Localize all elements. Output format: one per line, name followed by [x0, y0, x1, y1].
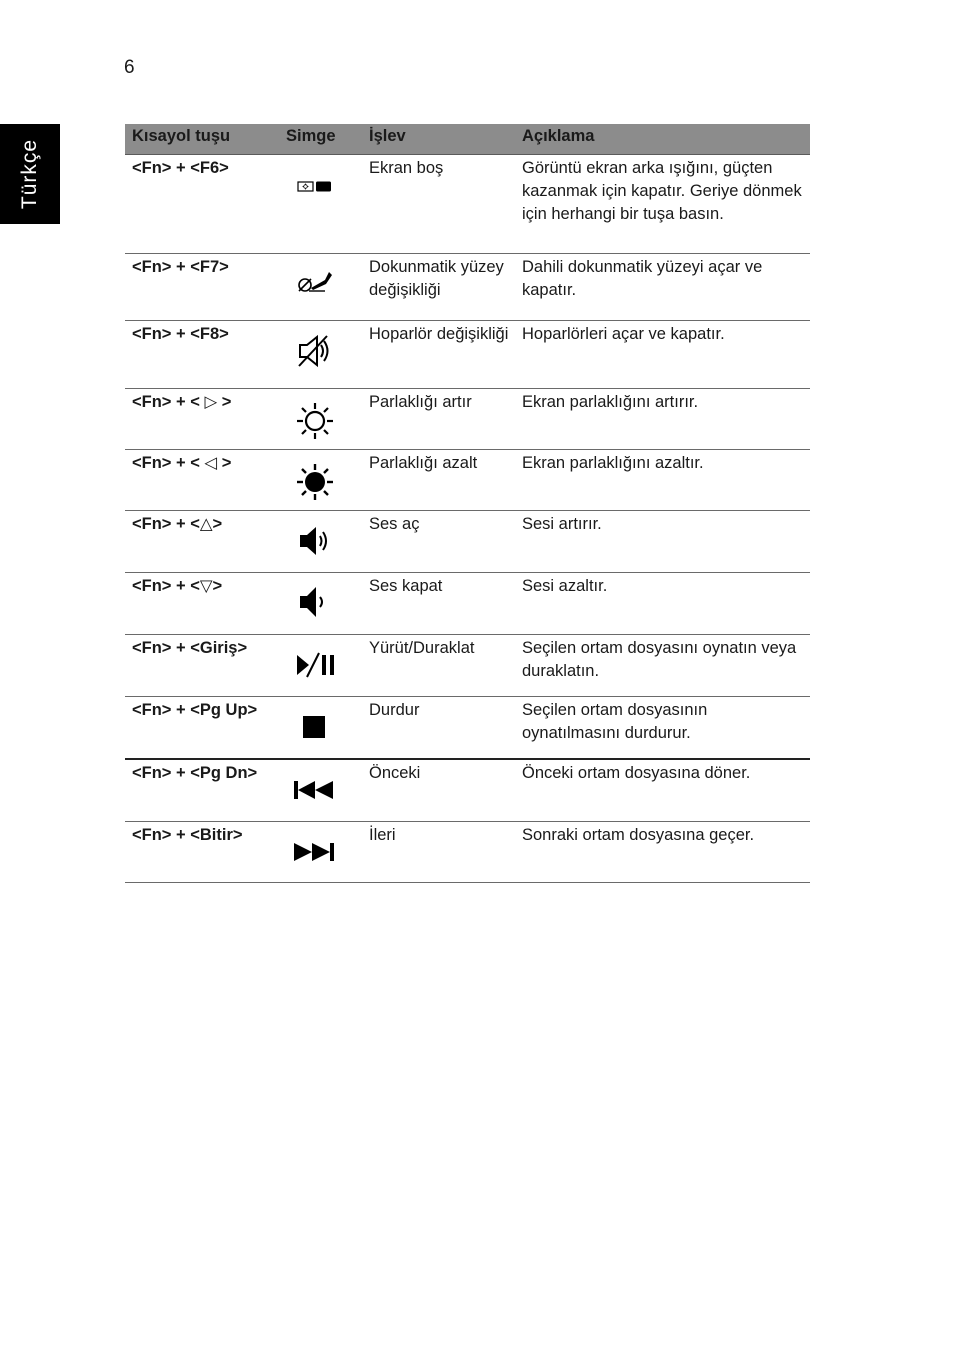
shortcut-key: <Fn> + < ▷ >	[132, 393, 232, 411]
volume-up-icon	[297, 525, 333, 557]
table-row	[125, 389, 810, 450]
function-name: Parlaklığı azalt	[369, 454, 478, 472]
function-name: Ekran boş	[369, 159, 444, 177]
header-function: İşlev	[369, 127, 406, 145]
header-shortcut: Kısayol tuşu	[132, 127, 231, 145]
touchpad-toggle-icon	[295, 268, 335, 296]
function-name: Hoparlör değişikliği	[369, 325, 509, 343]
function-description: Sesi azaltır.	[522, 577, 608, 595]
volume-down-icon	[297, 585, 333, 619]
previous-track-icon	[293, 780, 337, 800]
table-row	[125, 511, 810, 573]
brightness-down-icon	[295, 462, 335, 502]
function-description: Hoparlörleri açar ve kapatır.	[522, 325, 725, 343]
function-description: Seçilen ortam dosyasını oynatın veya duraklatın.	[522, 639, 797, 680]
function-description: Sonraki ortam dosyasına geçer.	[522, 826, 755, 844]
stop-icon	[302, 715, 326, 739]
function-name: Durdur	[369, 701, 420, 719]
play-pause-icon	[295, 651, 337, 679]
shortcut-key: <Fn> + <Giriş>	[132, 639, 248, 657]
function-description: Ekran parlaklığını artırır.	[522, 393, 699, 411]
shortcut-key: <Fn> + <Pg Up>	[132, 701, 258, 719]
function-name: Parlaklığı artır	[369, 393, 472, 411]
shortcut-key: <Fn> + <▽>	[132, 577, 223, 595]
shortcut-key: <Fn> + <Bitir>	[132, 826, 243, 844]
shortcut-key: <Fn> + <△>	[132, 515, 223, 533]
language-tab-label: Türkçe	[18, 138, 41, 210]
function-description: Ekran parlaklığını azaltır.	[522, 454, 704, 472]
table-header	[125, 124, 810, 155]
table-row	[125, 635, 810, 697]
shortcut-key: <Fn> + <Pg Dn>	[132, 764, 258, 782]
brightness-up-icon	[295, 401, 335, 441]
function-description: Görüntü ekran arka ışığını, güçten kazanmak için kapatır. Geriye dönmek için herhangi bir tuşa basın.	[522, 159, 802, 223]
function-description: Sesi artırır.	[522, 515, 602, 533]
header-icon: Simge	[286, 127, 336, 145]
table-row	[125, 697, 810, 760]
shortcut-key: <Fn> + <F7>	[132, 258, 229, 276]
function-description: Seçilen ortam dosyasının oynatılmasını durdurur.	[522, 701, 708, 742]
function-name: Yürüt/Duraklat	[369, 639, 475, 657]
shortcut-table	[125, 124, 810, 883]
table-row	[125, 254, 810, 321]
function-description: Dahili dokunmatik yüzeyi açar ve kapatır.	[522, 258, 763, 299]
table-row	[125, 155, 810, 254]
function-name: Önceki	[369, 764, 421, 782]
table-row	[125, 450, 810, 511]
page-number: 6	[124, 57, 135, 78]
header-description: Açıklama	[522, 127, 595, 145]
function-name: Ses kapat	[369, 577, 443, 595]
table-row	[125, 573, 810, 635]
table-row	[125, 760, 810, 822]
next-track-icon	[293, 842, 337, 862]
shortcut-key: <Fn> + <F6>	[132, 159, 229, 177]
function-name: Dokunmatik yüzey değişikliği	[369, 258, 504, 299]
table-row	[125, 822, 810, 883]
shortcut-key: <Fn> + <F8>	[132, 325, 229, 343]
speaker-toggle-icon	[295, 334, 335, 368]
display-off-icon	[295, 179, 335, 193]
function-description: Önceki ortam dosyasına döner.	[522, 764, 751, 782]
language-tab	[0, 124, 60, 224]
shortcut-key: <Fn> + < ◁ >	[132, 454, 232, 472]
table-row	[125, 321, 810, 389]
function-name: Ses aç	[369, 515, 420, 533]
function-name: İleri	[369, 826, 396, 844]
